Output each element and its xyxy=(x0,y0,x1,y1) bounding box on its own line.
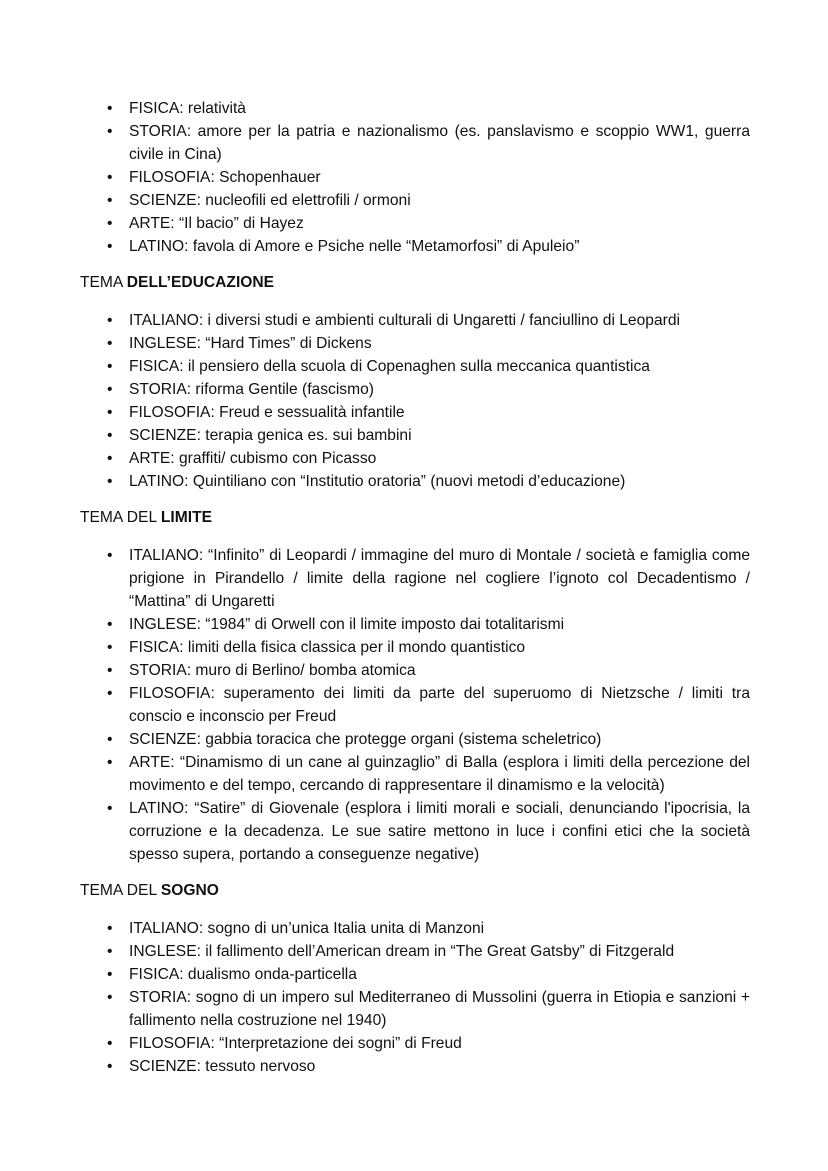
list-item-text: STORIA: riforma Gentile (fascismo) xyxy=(129,381,374,398)
bullet-list xyxy=(0,544,828,866)
list-item-text: ITALIANO: “Infinito” di Leopardi / immagine del muro di Montale / società e famiglia come prigione in Pirandello / limite della ragione nel cogliere l’ignoto col Decadentismo / “Mattina” di Ungaretti xyxy=(129,547,750,610)
list-item xyxy=(107,728,750,751)
bullet-icon: • xyxy=(107,427,113,444)
bullet-icon: • xyxy=(107,943,113,960)
bullet-icon: • xyxy=(107,123,113,140)
bullet-icon: • xyxy=(107,169,113,186)
list-item-text: LATINO: Quintiliano con “Institutio oratoria” (nuovi metodi d’educazione) xyxy=(129,473,626,490)
list-item xyxy=(107,447,750,470)
bullet-list xyxy=(0,917,828,1078)
bullet-icon: • xyxy=(107,920,113,937)
heading-topic: LIMITE xyxy=(160,509,212,526)
list-item-text: INGLESE: “Hard Times” di Dickens xyxy=(129,335,372,352)
list-item-text: ARTE: “Il bacio” di Hayez xyxy=(129,215,304,232)
section-heading xyxy=(80,271,828,294)
list-item xyxy=(107,751,750,797)
bullet-icon: • xyxy=(107,381,113,398)
list-item xyxy=(107,1032,750,1055)
list-item-text: FILOSOFIA: Schopenhauer xyxy=(129,169,321,186)
list-item xyxy=(107,378,750,401)
list-item xyxy=(107,189,750,212)
heading-prefix: TEMA DEL xyxy=(80,882,161,899)
list-item-text: FISICA: il pensiero della scuola di Copenaghen sulla meccanica quantistica xyxy=(129,358,650,375)
list-item xyxy=(107,309,750,332)
list-item-text: STORIA: muro di Berlino/ bomba atomica xyxy=(129,662,416,679)
list-item xyxy=(107,424,750,447)
bullet-icon: • xyxy=(107,100,113,117)
list-item xyxy=(107,332,750,355)
list-item-text: STORIA: sogno di un impero sul Mediterraneo di Mussolini (guerra in Etiopia e sanzioni + fallimento nella costruzione nel 1940) xyxy=(129,989,750,1029)
list-item-text: ARTE: “Dinamismo di un cane al guinzaglio” di Balla (esplora i limiti della percezione del movimento e del tempo, cercando di rappresentare il dinamismo e la velocità) xyxy=(129,754,750,794)
list-item-text: FILOSOFIA: “Interpretazione dei sogni” di Freud xyxy=(129,1035,462,1052)
bullet-icon: • xyxy=(107,731,113,748)
list-item-text: FISICA: relatività xyxy=(129,100,246,117)
bullet-icon: • xyxy=(107,754,113,771)
list-item-text: FILOSOFIA: Freud e sessualità infantile xyxy=(129,404,405,421)
list-item-text: FILOSOFIA: superamento dei limiti da parte del superuomo di Nietzsche / limiti tra conscio e inconscio per Freud xyxy=(129,685,750,725)
bullet-icon: • xyxy=(107,1035,113,1052)
bullet-icon: • xyxy=(107,966,113,983)
bullet-icon: • xyxy=(107,312,113,329)
bullet-icon: • xyxy=(107,238,113,255)
list-item xyxy=(107,120,750,166)
list-item xyxy=(107,986,750,1032)
document-page xyxy=(0,97,828,1078)
bullet-icon: • xyxy=(107,450,113,467)
list-item-text: SCIENZE: terapia genica es. sui bambini xyxy=(129,427,412,444)
bullet-icon: • xyxy=(107,358,113,375)
list-item-text: ITALIANO: sogno di un’unica Italia unita di Manzoni xyxy=(129,920,485,937)
list-item-text: INGLESE: il fallimento dell’American dream in “The Great Gatsby” di Fitzgerald xyxy=(129,943,675,960)
list-item-text: LATINO: “Satire” di Giovenale (esplora i limiti morali e sociali, denunciando l'ipocrisia, la corruzione e la decadenza. Le sue satire mettono in luce i confini etici che la società spesso supera, portando a conseguenze negative) xyxy=(129,800,750,863)
list-item xyxy=(107,917,750,940)
list-item xyxy=(107,166,750,189)
bullet-icon: • xyxy=(107,335,113,352)
section-heading xyxy=(80,879,828,902)
list-item-text: FISICA: dualismo onda-particella xyxy=(129,966,357,983)
list-item-text: INGLESE: “1984” di Orwell con il limite imposto dai totalitarismi xyxy=(129,616,565,633)
bullet-icon: • xyxy=(107,547,113,564)
bullet-icon: • xyxy=(107,1058,113,1075)
heading-topic: SOGNO xyxy=(160,882,219,899)
bullet-icon: • xyxy=(107,989,113,1006)
list-item xyxy=(107,940,750,963)
bullet-icon: • xyxy=(107,215,113,232)
list-item xyxy=(107,235,750,258)
bullet-icon: • xyxy=(107,473,113,490)
bullet-list xyxy=(0,97,828,258)
list-item xyxy=(107,355,750,378)
list-item-text: ARTE: graffiti/ cubismo con Picasso xyxy=(129,450,377,467)
list-item xyxy=(107,97,750,120)
bullet-icon: • xyxy=(107,616,113,633)
list-item-text: LATINO: favola di Amore e Psiche nelle “Metamorfosi” di Apuleio” xyxy=(129,238,580,255)
list-item-text: SCIENZE: tessuto nervoso xyxy=(129,1058,316,1075)
bullet-icon: • xyxy=(107,192,113,209)
list-item xyxy=(107,636,750,659)
list-item-text: ITALIANO: i diversi studi e ambienti culturali di Ungaretti / fanciullino di Leopardi xyxy=(129,312,680,329)
list-item-text: FISICA: limiti della fisica classica per il mondo quantistico xyxy=(129,639,526,656)
bullet-icon: • xyxy=(107,685,113,702)
list-item xyxy=(107,963,750,986)
list-item xyxy=(107,613,750,636)
list-item xyxy=(107,212,750,235)
list-item xyxy=(107,1055,750,1078)
heading-prefix: TEMA xyxy=(80,274,127,291)
list-item xyxy=(107,544,750,613)
list-item xyxy=(107,682,750,728)
heading-topic: DELL’EDUCAZIONE xyxy=(126,274,275,291)
bullet-list xyxy=(0,309,828,493)
heading-prefix: TEMA DEL xyxy=(80,509,161,526)
list-item xyxy=(107,659,750,682)
bullet-icon: • xyxy=(107,662,113,679)
list-item xyxy=(107,401,750,424)
bullet-icon: • xyxy=(107,800,113,817)
list-item-text: SCIENZE: gabbia toracica che protegge organi (sistema scheletrico) xyxy=(129,731,602,748)
list-item-text: STORIA: amore per la patria e nazionalismo (es. panslavismo e scoppio WW1, guerra civile in Cina) xyxy=(129,123,750,163)
list-item-text: SCIENZE: nucleofili ed elettrofili / ormoni xyxy=(129,192,411,209)
list-item xyxy=(107,797,750,866)
bullet-icon: • xyxy=(107,404,113,421)
section-heading xyxy=(80,506,828,529)
list-item xyxy=(107,470,750,493)
bullet-icon: • xyxy=(107,639,113,656)
